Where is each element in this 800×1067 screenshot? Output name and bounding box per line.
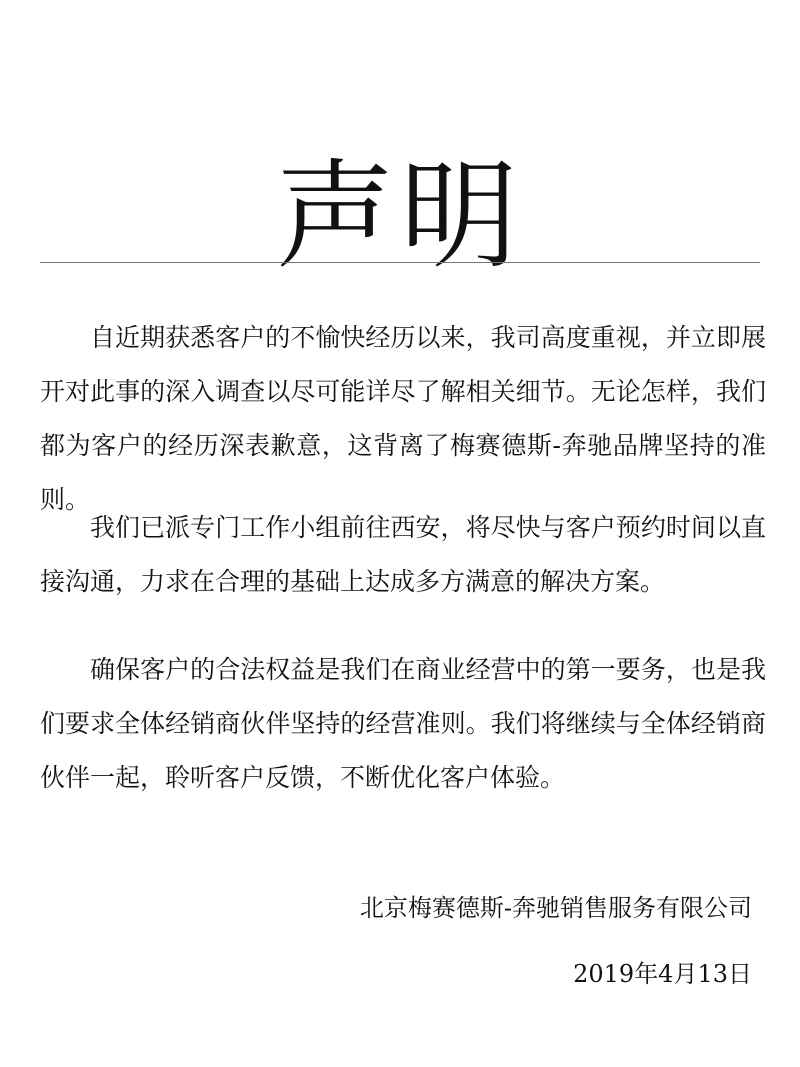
page-title: 声明 xyxy=(275,147,524,286)
title-divider xyxy=(40,262,760,263)
statement-date: 2019年4月13日 xyxy=(573,960,752,988)
statement-paragraph-3: 确保客户的合法权益是我们在商业经营中的第一要务，也是我们要求全体经销商伙伴坚持的经营准则。我们将继续与全体经销商伙伴一起，聆听客户反馈，不断优化客户体验。 xyxy=(40,655,766,792)
statement-paragraph-2: 我们已派专门工作小组前往西安，将尽快与客户预约时间以直接沟通，力求在合理的基础上达成多方满意的解决方案。 xyxy=(40,513,766,596)
company-signature: 北京梅赛德斯-奔驰销售服务有限公司 xyxy=(359,894,752,922)
statement-paragraph-1: 自近期获悉客户的不愉快经历以来，我司高度重视，并立即展开对此事的深入调查以尽可能详尽了解相关细节。无论怎样，我们都为客户的经历深表歉意，这背离了梅赛德斯-奔驰品牌坚持的准则。 xyxy=(40,323,766,514)
